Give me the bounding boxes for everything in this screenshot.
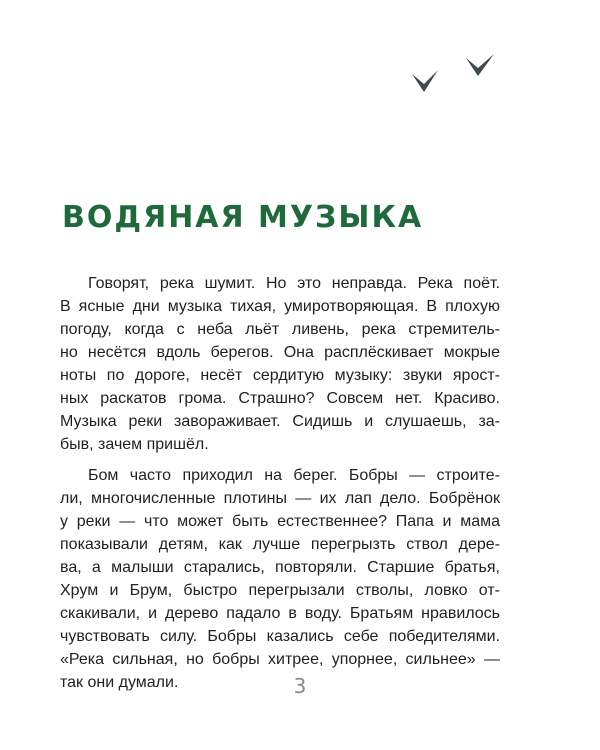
page-number: 3 (293, 674, 307, 698)
text-line: ва, а малыши старались, повторяли. Старшие братья, (60, 559, 500, 576)
text-line: «Река сильная, но бобры хитрее, упорнее, сильнее» — (60, 651, 500, 668)
text-line: чувствовать силу. Бобры казались себе победителями. (60, 628, 500, 645)
text-line: ных раскатов грома. Страшно? Совсем нет. Красиво. (60, 390, 500, 407)
text-line: ли, многочисленные плотины — их лап дело. Бобрёнок (60, 490, 500, 507)
text-line: у реки — что может быть естественнее? Папа и мама (60, 513, 500, 530)
text-line: скакивали, и дерево падало в воду. Братьям нравилось (60, 605, 500, 622)
paragraph-1 (60, 272, 500, 456)
paragraph-2 (60, 464, 500, 694)
text-line: показывали детям, как лучше перегрызть ствол дере- (60, 536, 500, 553)
birds-icon (410, 52, 500, 102)
text-line: так они думали. (60, 674, 179, 691)
text-line: Музыка реки завораживает. Сидишь и слушаешь, за- (60, 413, 500, 430)
text-line: погоду, когда с неба льёт ливень, река стремитель- (60, 321, 500, 338)
text-line: ноты по дороге, несёт сердитую музыку: звуки ярост- (60, 367, 500, 384)
chapter-body (60, 272, 500, 694)
chapter-title: ВОДЯНАЯ МУЗЫКА (62, 200, 424, 235)
bird-left-icon (412, 70, 438, 92)
bird-right-icon (466, 54, 494, 76)
text-line: Бом часто приходил на берег. Бобры — строите- (88, 467, 500, 484)
text-line: В ясные дни музыка тихая, умиротворяющая. В плохую (60, 298, 500, 315)
text-line: Говорят, река шумит. Но это неправда. Река поёт. (88, 275, 500, 292)
text-line: быв, зачем пришёл. (60, 436, 209, 453)
text-line: Хрум и Брум, быстро перегрызали стволы, ловко от- (60, 582, 500, 599)
text-line: но несётся вдоль берегов. Она расплёскивает мокрые (60, 344, 500, 361)
